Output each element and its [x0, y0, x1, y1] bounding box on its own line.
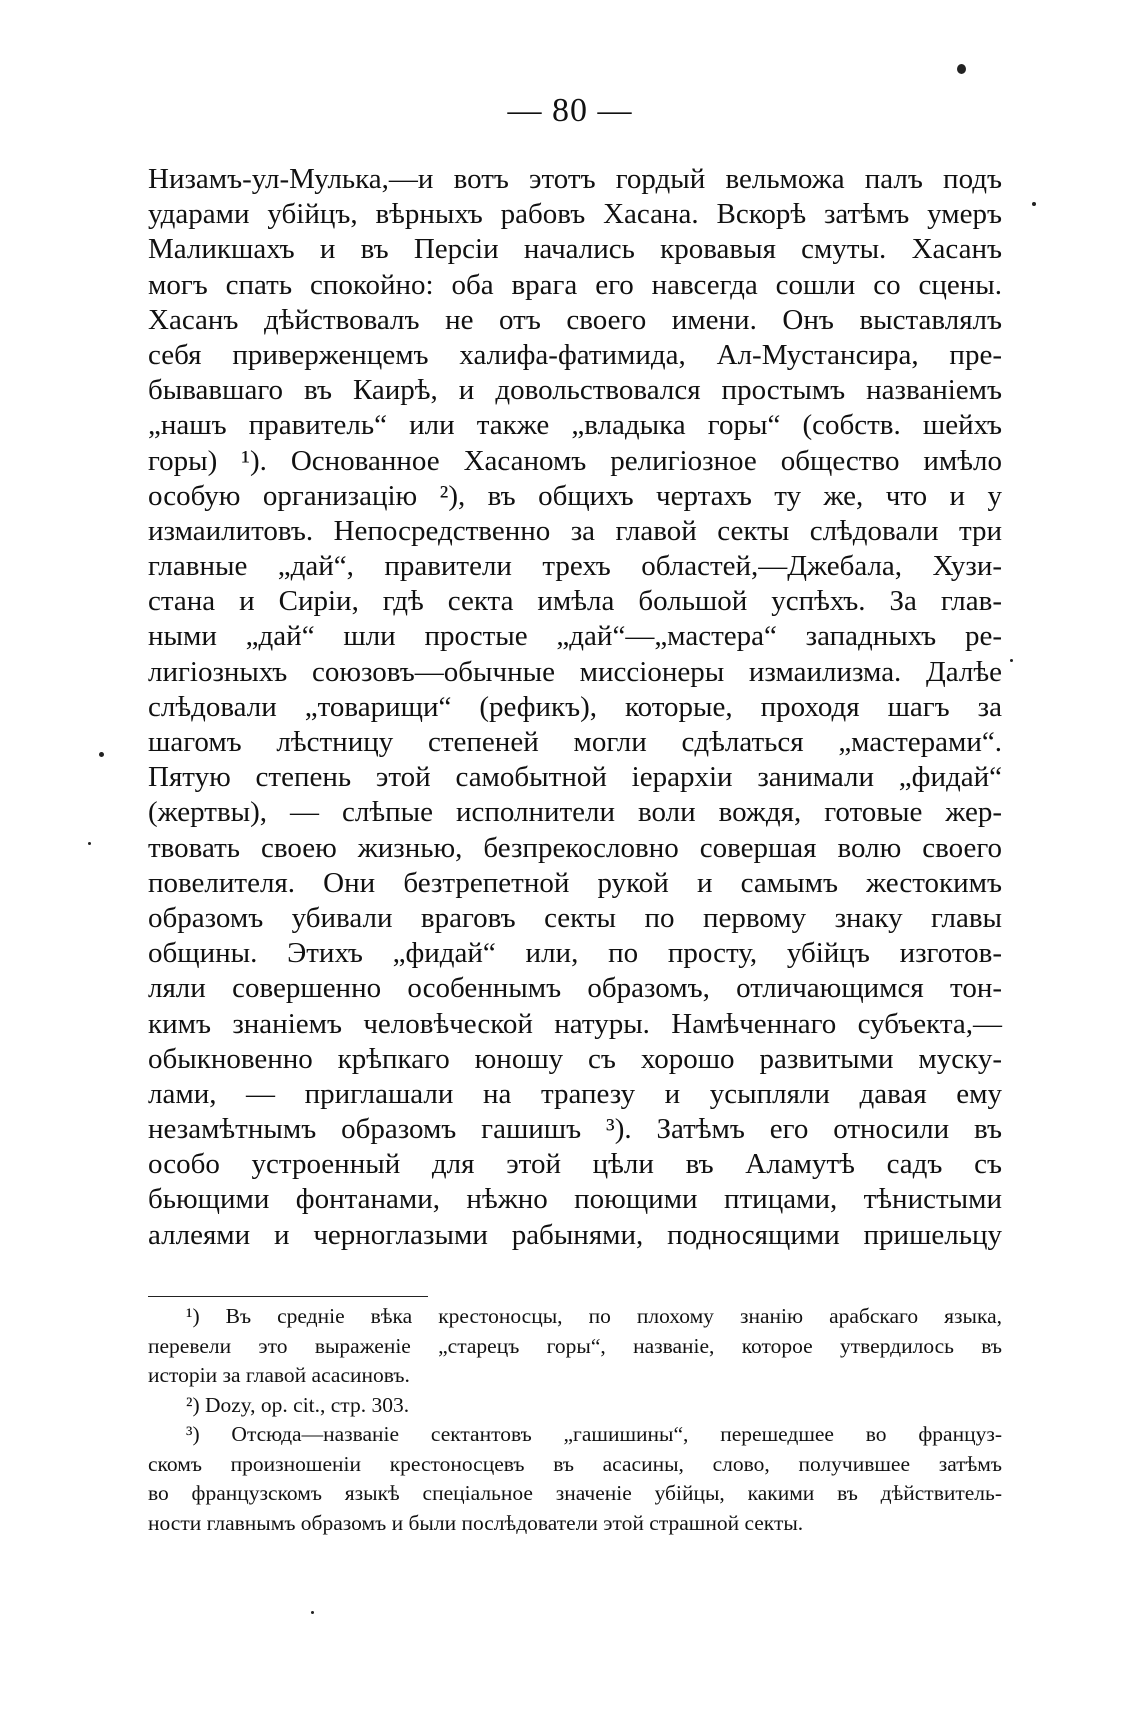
text-line: лами, — приглашали на трапезу и усыпляли давая ему: [148, 1077, 1002, 1110]
text-line: (жертвы), — слѣпые исполнители воли вождя, готовые жер-: [148, 796, 1002, 829]
footnote-3-line: ности главнымъ образомъ и были послѣдователи этой страшной секты.: [148, 1510, 804, 1535]
text-line: ными „дай“ шли простые „дай“—„мастера“ западныхъ ре-: [148, 620, 1002, 653]
footnote-3-line: скомъ произношеніи крестоносцевъ въ асасины, слово, получившее затѣмъ: [148, 1451, 1002, 1476]
body-text: [148, 162, 1002, 1253]
text-line: бывавшаго въ Каирѣ, и довольствовался простымъ названіемъ: [148, 374, 1002, 407]
text-line: образомъ убивали враговъ секты по первому знаку главы: [148, 901, 1002, 934]
text-line: твовать своею жизнью, безпрекословно совершая волю своего: [148, 831, 1002, 864]
text-line: обыкновенно крѣпкаго юношу съ хорошо развитыми муску-: [148, 1042, 1002, 1075]
text-line: шагомъ лѣстницу степеней могли сдѣлаться „мастерами“.: [148, 726, 1002, 758]
scan-speck: [1032, 202, 1036, 206]
text-line: незамѣтнымъ образомъ гашишъ ³). Затѣмъ его относили въ: [148, 1113, 1002, 1146]
footnote-3-line: ³) Отсюда—названіе сектантовъ „гашишины“, перешедшее во француз-: [186, 1422, 1002, 1446]
scan-speck: [1010, 659, 1013, 662]
text-line: слѣдовали „товарищи“ (рефикъ), которые, проходя шагъ за: [148, 690, 1002, 723]
text-line: Пятую степень этой самобытной іерархіи занимали „фидай“: [148, 761, 1002, 794]
scan-speck: [957, 64, 966, 74]
text-line: Низамъ-ул-Мулька,—и вотъ этотъ гордый вельможа палъ подъ: [148, 163, 1002, 195]
page-number: — 80 —: [507, 92, 633, 129]
text-line: измаилитовъ. Непосредственно за главой секты слѣдовали три: [148, 514, 1002, 547]
text-line: стана и Сиріи, гдѣ секта имѣла большой успѣхъ. За глав-: [148, 585, 1002, 618]
text-line: горы) ¹). Основанное Хасаномъ религіозное общество имѣло: [148, 444, 1002, 477]
text-line: кимъ знаніемъ человѣческой натуры. Намѣченнаго субъекта,—: [148, 1007, 1002, 1040]
footnote-1-line: перевели это выраженіе „старецъ горы“, названіе, которое утвердилось въ: [148, 1333, 1002, 1358]
text-line: себя приверженцемъ халифа-фатимида, Ал-Мустансира, пре-: [148, 338, 1002, 371]
text-line: особую организацію ²), въ общихъ чертахъ ту же, что и у: [148, 479, 1002, 512]
text-line: общины. Этихъ „фидай“ или, по просту, убійцъ изготов-: [148, 937, 1002, 970]
text-line: аллеями и черноглазыми рабынями, подносящими пришельцу: [148, 1218, 1002, 1251]
footnotes: [148, 1302, 1002, 1538]
text-line: повелителя. Они безтрепетной рукой и самымъ жестокимъ: [148, 866, 1002, 899]
text-line: ударами убійцъ, вѣрныхъ рабовъ Хасана. Вскорѣ затѣмъ умеръ: [148, 198, 1002, 231]
text-line: бьющими фонтанами, нѣжно поющими птицами, тѣнистыми: [148, 1183, 1002, 1216]
footnote-3-line: во французскомъ языкѣ спеціальное значеніе убійцы, какими въ дѣйствитель-: [148, 1481, 1002, 1505]
text-line: Маликшахъ и въ Персіи начались кровавыя смуты. Хасанъ: [148, 233, 1002, 266]
scan-speck: [311, 1611, 314, 1614]
footnote-divider: [148, 1296, 428, 1297]
text-line: могъ спать спокойно: оба врага его навсегда сошли со сцены.: [148, 268, 1002, 301]
footnote-2-line: ²) Dozy, op. cit., стр. 303.: [186, 1392, 410, 1417]
footnote-1-line: исторіи за главой асасиновъ.: [148, 1363, 410, 1387]
text-line: ляли совершенно особеннымъ образомъ, отличающимся тон-: [148, 972, 1002, 1005]
scan-speck: [88, 842, 91, 845]
text-line: Хасанъ дѣйствовалъ не отъ своего имени. Онъ выставлялъ: [148, 303, 1002, 336]
text-line: главные „дай“, правители трехъ областей,—Джебала, Хузи-: [148, 550, 1002, 583]
footnote-1-line: ¹) Въ средніе вѣка крестоносцы, по плохому знанію арабскаго языка,: [186, 1304, 1002, 1328]
scan-speck: [99, 752, 104, 757]
text-line: особо устроенный для этой цѣли въ Аламутѣ садъ съ: [148, 1148, 1002, 1181]
text-line: „нашъ правитель“ или также „владыка горы“ (собств. шейхъ: [148, 409, 1002, 442]
text-line: лигіозныхъ союзовъ—обычные миссіонеры измаилизма. Далѣе: [148, 655, 1002, 688]
